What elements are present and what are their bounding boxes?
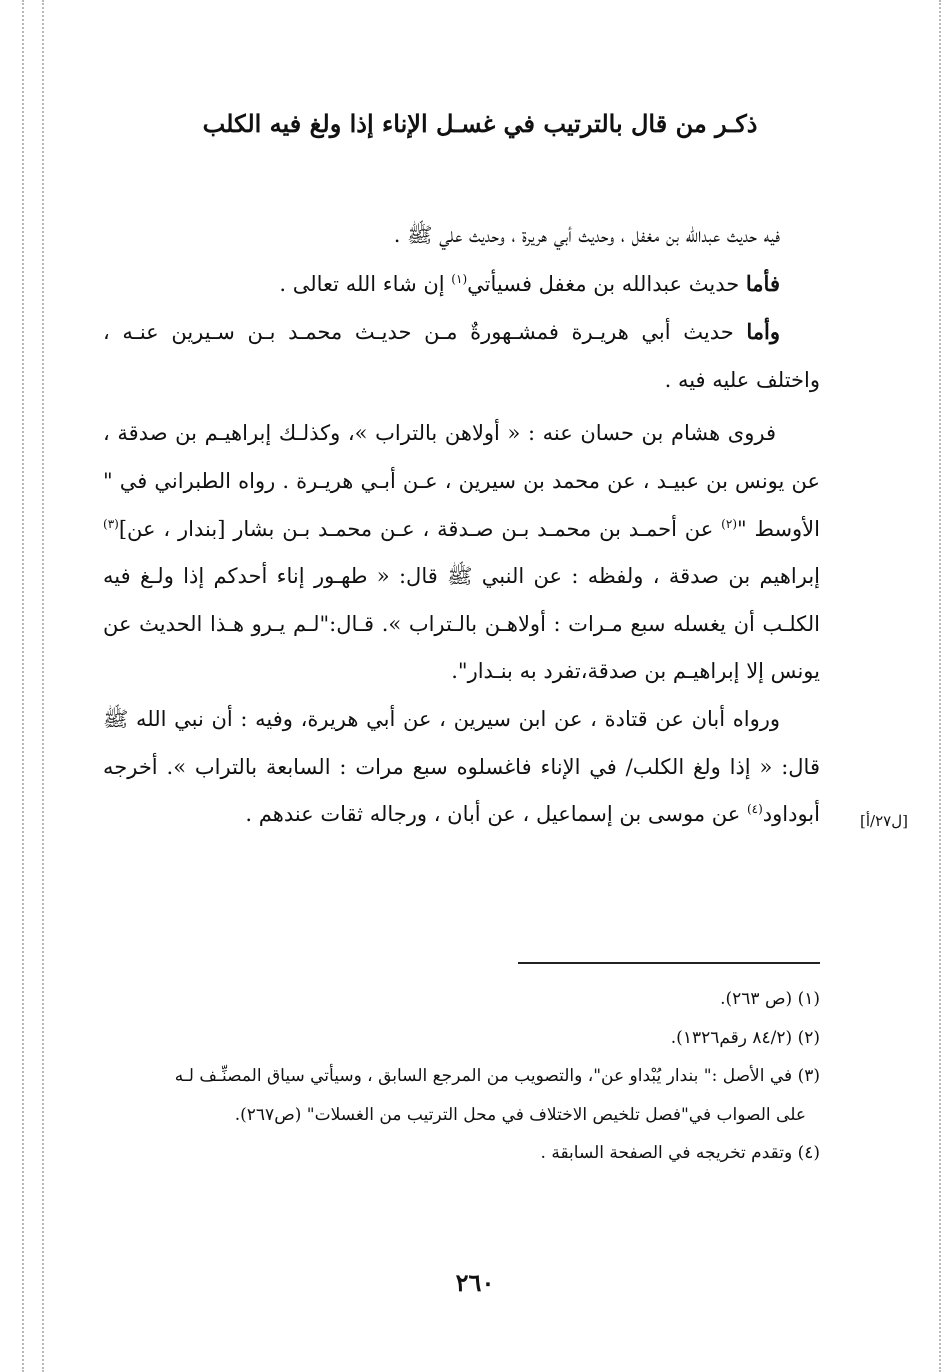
page-number: ٢٦٠ xyxy=(455,1268,495,1297)
footnote-ref: (١) xyxy=(451,271,468,286)
manuscript-folio-note: [ل٢٧/أ] xyxy=(860,812,908,830)
scan-edge-mark xyxy=(22,0,24,1372)
footnote-ref: (٣) xyxy=(103,516,119,531)
footnote-number: (٣) xyxy=(797,1066,820,1086)
footnote-number: (٢) xyxy=(797,1027,820,1048)
footnote: (١) (ص ٢٦٣). xyxy=(720,989,820,1009)
paragraph: فيه حديث عبدالله بن مغفل ، وحديث أبي هريرة ، وحديث علي ﷺ . xyxy=(393,223,780,247)
paragraph: وأما حديث أبي هريـرة فمشـهورةٌ مـن حديـث محمـد بـن سـيرين عنـه ، واختلف عليه فيه . xyxy=(103,319,820,392)
footnote-ref: (٢) xyxy=(721,516,737,531)
paragraph: فروى هشام بن حسان عنه : « أولاهن بالتراب »، وكذلـك إبراهيـم بن صدقة ، عن يونس بن عبيـد ، عن محمد بن سيرين ، عـن أبـي هريـرة . رواه الطبراني في " الأوسط "$^{(٢)}$ عن أحمـد بن محمـد بـن صـدقة ، عـن محمـد بـن بشار [بندار ، عن]$^{(٣)}$ إبراهيم بن صدقة ، ولفظه : عن النبي ﷺ قال: « طهـور إناء أحدكم إذا ولـغ فيه الكلـب أن يغسله سبع مـرات : أولاهـن بالـتراب ». قـال:"لـم يـرو هـذا الحديث عن يونس إلا إبراهيـم بن صدقة،تفرد به بنـدار". xyxy=(103,421,820,684)
footnote: (٤) وتقدم تخريجه في الصفحة السابقة . xyxy=(540,1143,820,1163)
footnote: (٣) في الأصل :" بندار يُبْداو عن"، والتصويب من المرجع السابق ، وسيأتي سياق المصنِّـف لـه على الصواب في"فصل تلخيص الاختلاف في محل الترتيب من الغسلات" (ص٢٦٧). xyxy=(174,1066,820,1125)
footnote-number: (٤) xyxy=(797,1143,820,1163)
main-text xyxy=(103,212,820,839)
chapter-title: ذكـر من قال بالترتيب في غسـل الإناء إذا ولغ فيه الكلب xyxy=(202,109,758,138)
scan-edge-mark xyxy=(42,0,44,1372)
scan-edge-mark xyxy=(939,0,941,1372)
footnote-number: (١) xyxy=(797,989,820,1009)
footnote-separator xyxy=(518,962,820,964)
footnote: (٢) (٨٤/٢ رقم١٣٢٦). xyxy=(670,1027,820,1048)
footnotes xyxy=(103,980,820,1173)
footnote-ref: (٤) xyxy=(746,802,763,817)
paragraph: فأما حديث عبدالله بن مغفل فسيأتي$^{(١)}$ إن شاء الله تعالى . xyxy=(279,270,780,296)
paragraph: ورواه أبان عن قتادة ، عن ابن سيرين ، عن أبي هريرة، وفيه : أن نبي الله ﷺ قال: « إذا ولغ الكلب/ في الإناء فاغسلوه سبع مرات : السابعة بالتراب ». أخرجه أبوداود$^{(٤)}$ عن موسى بن إسماعيل ، عن أبان ، ورجاله ثقات عندهم . xyxy=(103,706,820,827)
